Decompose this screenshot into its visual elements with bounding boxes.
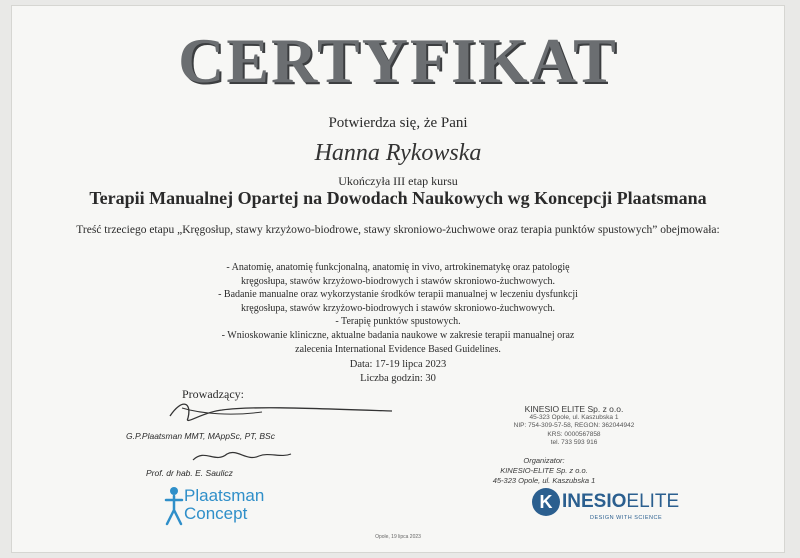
- organizer-label: Organizator:: [523, 456, 565, 465]
- logo-right-text-a: INESIO: [562, 491, 627, 512]
- topics-list: [12, 261, 784, 356]
- topic-line: - Wnioskowanie kliniczne, aktualne badania naukowe w zakresie terapii manualnej oraz: [221, 329, 575, 341]
- kinesio-elite-logo: [532, 488, 682, 528]
- company-stamp: [474, 404, 674, 448]
- footer-place-date: Opole, 19 lipca 2023: [375, 534, 421, 540]
- topic-line: kręgosłupa, stawów krzyżowo-biodrowych i stawów skroniowo-żuchwowych.: [240, 275, 556, 287]
- organizer-name: KINESIO-ELITE Sp. z o.o.: [500, 466, 588, 475]
- certificate-sheet: [12, 6, 784, 552]
- topic-line: - Anatomię, anatomię funkcjonalną, anatomię in vivo, artrokinematykę oraz patologię: [226, 262, 570, 273]
- company-name: KINESIO ELITE Sp. z o.o.: [524, 404, 624, 414]
- logo-right-tagline: DESIGN WITH SCIENCE: [590, 515, 663, 521]
- logo-right-wordmark: [562, 491, 679, 513]
- company-tel: tel. 733 593 916: [550, 439, 598, 447]
- topic-line: kręgosłupa, stawów krzyżowo-biodrowych i stawów skroniowo-żuchwowych.: [240, 302, 556, 314]
- course-name: Terapii Manualnej Opartej na Dowodach Naukowych wg Koncepcji Plaatsmana: [89, 188, 707, 208]
- certificate-title: CERTYFIKAT: [178, 25, 618, 96]
- organizer-block: [444, 456, 644, 486]
- figure-icon: [162, 486, 184, 526]
- plaatsman-logo: [162, 484, 272, 528]
- company-nip-regon: NIP: 754-309-57-58, REGON: 362044942: [513, 422, 635, 430]
- intro-text: Potwierdza się, że Pani: [328, 115, 468, 131]
- stage-text: Ukończyła III etap kursu: [338, 174, 458, 188]
- signature-2: [187, 444, 297, 468]
- organizer-address: 45-323 Opole, ul. Kaszubska 1: [492, 476, 596, 485]
- logo-left-line2: Concept: [184, 504, 248, 523]
- topic-line: zalecenia International Evidence Based Guidelines.: [295, 343, 501, 355]
- logo-k-mark: K: [532, 488, 560, 516]
- course-date: Data: 17-19 lipca 2023: [349, 359, 447, 370]
- instructor-1: G.P.Plaatsman MMT, MAppSc, PT, BSc: [126, 431, 275, 441]
- company-address: 45-323 Opole, ul. Kaszubska 1: [529, 414, 619, 421]
- course-hours: Liczba godzin: 30: [360, 373, 436, 384]
- instructors-label: Prowadzący:: [182, 387, 244, 401]
- signature-1: [162, 392, 402, 428]
- topic-line: - Terapię punktów spustowych.: [335, 316, 461, 328]
- logo-left-line1: Plaatsman: [184, 486, 265, 505]
- company-krs: KRS: 0000567858: [547, 430, 601, 438]
- recipient-name: Hanna Rykowska: [314, 140, 482, 166]
- content-line: Treść trzeciego etapu „Kręgosłup, stawy krzyżowo-biodrowe, stawy skroniowo-żuchwowe oraz terapia punktów spustowych” obejmowała:: [76, 224, 720, 236]
- logo-right-text-b: ELITE: [626, 491, 680, 512]
- instructor-2: Prof. dr hab. E. Saulicz: [146, 468, 233, 478]
- topic-line: - Badanie manualne oraz wykorzystanie środków terapii manualnej w leczeniu dysfunkcji: [218, 289, 578, 301]
